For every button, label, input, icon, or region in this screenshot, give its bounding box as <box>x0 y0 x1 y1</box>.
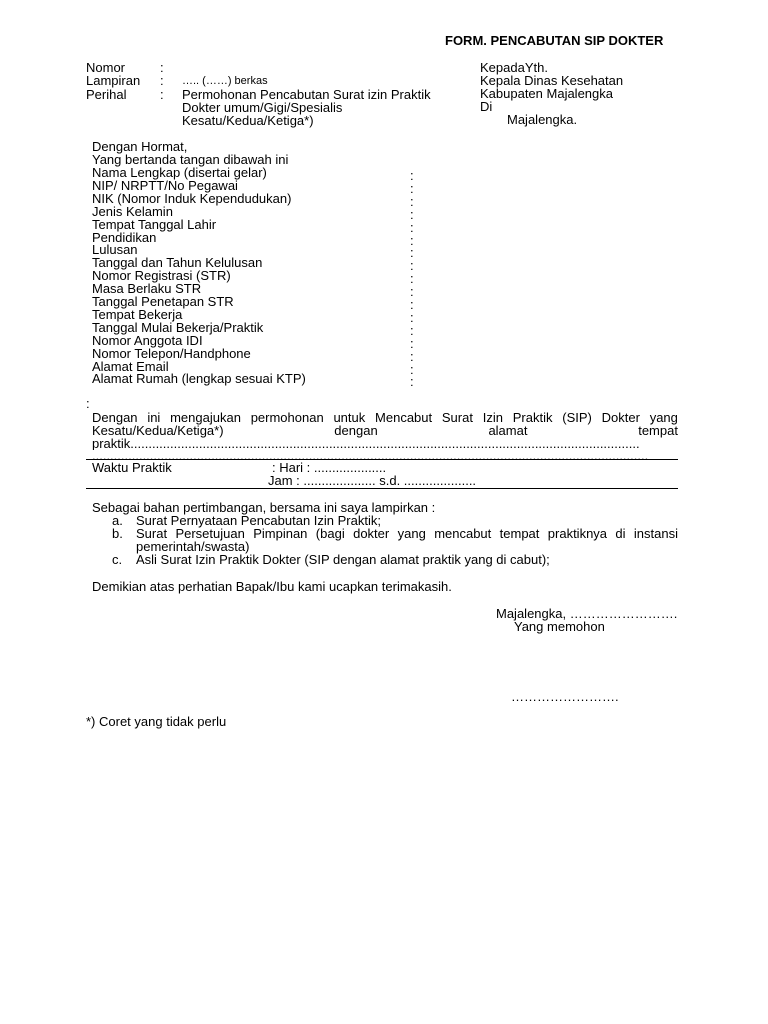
field-label: Tanggal dan Tahun Kelulusan <box>92 255 263 270</box>
closing-text: Demikian atas perhatian Bapak/Ibu kami ucapkan terimakasih. <box>92 579 452 594</box>
request-word: Mencabut <box>375 410 433 425</box>
jam-field: Jam : .................... s.d. .................... <box>268 473 477 488</box>
field-label: Nomor Anggota IDI <box>92 333 203 348</box>
signature-name-dots: ……………………. <box>511 689 619 704</box>
divider-line <box>86 488 678 489</box>
field-label: Lulusan <box>92 242 138 257</box>
field-colon: : <box>410 271 414 286</box>
lampiran-value: ….. (……) berkas <box>182 75 268 87</box>
footnote: *) Coret yang tidak perlu <box>86 714 227 729</box>
attachments-intro: Sebagai bahan pertimbangan, bersama ini saya lampirkan : <box>92 500 436 515</box>
request-word: alamat <box>488 423 528 438</box>
attachment-word: di <box>615 526 626 541</box>
request-word: Kesatu/Kedua/Ketiga*) <box>92 423 224 438</box>
place-date: Majalengka, ……………………. <box>496 606 678 621</box>
request-word: dengan <box>334 423 378 438</box>
field-label: Alamat Email <box>92 359 169 374</box>
field-label: Tempat Tanggal Lahir <box>92 217 217 232</box>
field-colon: : <box>410 297 414 312</box>
attachment-letter: b. <box>112 526 123 541</box>
field-label: Alamat Rumah (lengkap sesuai KTP) <box>92 371 306 386</box>
request-word: Praktik <box>512 410 553 425</box>
stray-colon: : <box>86 396 90 411</box>
attachment-text: pemerintah/swasta) <box>136 539 250 554</box>
perihal-colon: : <box>160 87 164 102</box>
request-line <box>92 424 678 437</box>
field-colon: : <box>410 323 414 338</box>
request-word: ini <box>147 410 161 425</box>
attachment-word: instansi <box>633 526 678 541</box>
intro-text: Yang bertanda tangan dibawah ini <box>92 152 289 167</box>
field-colon: : <box>410 220 414 235</box>
applicant-label: Yang memohon <box>514 619 605 634</box>
attachment-letter: a. <box>112 513 123 528</box>
request-word: untuk <box>333 410 366 425</box>
field-colon: : <box>410 207 414 222</box>
greeting: Dengan Hormat, <box>92 139 188 154</box>
perihal-line: Dokter umum/Gigi/Spesialis <box>182 100 343 115</box>
attachment-text: Surat Pernyataan Pencabutan Izin Praktik; <box>136 513 381 528</box>
request-word: (SIP) <box>562 410 592 425</box>
attachment-letter: c. <box>112 552 123 567</box>
nomor-label: Nomor <box>86 60 126 75</box>
field-colon: : <box>410 349 414 364</box>
request-word: Surat <box>441 410 473 425</box>
request-word: Dokter <box>601 410 640 425</box>
recipient-line: KepadaYth. <box>480 60 548 75</box>
request-word: mengajukan <box>170 410 241 425</box>
field-label: Nomor Telepon/Handphone <box>92 346 251 361</box>
waktu-label: Waktu Praktik <box>92 460 172 475</box>
field-label: Pendidikan <box>92 230 157 245</box>
field-label: Tempat Bekerja <box>92 307 183 322</box>
request-word: yang <box>649 410 678 425</box>
attachment-word: (bagi <box>315 526 345 541</box>
field-label: Tanggal Penetapan STR <box>92 294 234 309</box>
lampiran-colon: : <box>160 73 164 88</box>
field-colon: : <box>410 284 414 299</box>
recipient-line: Kepala Dinas Kesehatan <box>480 73 624 88</box>
nomor-colon: : <box>160 60 164 75</box>
field-label: Nomor Registrasi (STR) <box>92 268 231 283</box>
request-word: permohonan <box>250 410 324 425</box>
recipient-line: Majalengka. <box>507 112 578 127</box>
field-colon: : <box>410 181 414 196</box>
perihal-line: Kesatu/Kedua/Ketiga*) <box>182 113 314 128</box>
perihal-label: Perihal <box>86 87 127 102</box>
recipient-line: Kabupaten Majalengka <box>480 86 613 101</box>
request-word: Dengan <box>92 410 138 425</box>
attachment-word: praktiknya <box>547 526 608 541</box>
praktik-address-line: praktik............................................................................................................................................. <box>92 437 640 450</box>
recipient-line: Di <box>480 99 493 114</box>
request-word: Izin <box>482 410 503 425</box>
attachment-text: Asli Surat Izin Praktik Dokter (SIP dengan alamat praktik yang di cabut); <box>136 552 550 567</box>
field-colon: : <box>410 245 414 260</box>
attachment-word: tempat <box>499 526 540 541</box>
field-colon: : <box>410 310 414 325</box>
field-colon: : <box>410 374 414 389</box>
lampiran-label: Lampiran <box>86 73 141 88</box>
field-colon: : <box>410 168 414 183</box>
perihal-line: Permohonan Pencabutan Surat izin Praktik <box>182 87 431 102</box>
field-label: Nama Lengkap (disertai gelar) <box>92 165 267 180</box>
request-word: tempat <box>638 423 678 438</box>
field-colon: : <box>410 233 414 248</box>
form-title: FORM. PENCABUTAN SIP DOKTER <box>445 33 664 48</box>
field-colon: : <box>410 258 414 273</box>
attachment-word: Pimpinan <box>253 526 308 541</box>
field-colon: : <box>410 362 414 377</box>
attachment-word: dokter <box>353 526 390 541</box>
field-label: Jenis Kelamin <box>92 204 173 219</box>
field-label: Masa Berlaku STR <box>92 281 202 296</box>
field-label: NIP/ NRPTT/No Pegawai <box>92 178 238 193</box>
field-colon: : <box>410 336 414 351</box>
attachment-word: Surat <box>136 526 168 541</box>
field-label: Tanggal Mulai Bekerja/Praktik <box>92 320 264 335</box>
hari-field: : Hari : .................... <box>272 460 387 475</box>
field-label: NIK (Nomor Induk Kependudukan) <box>92 191 292 206</box>
field-colon: : <box>410 194 414 209</box>
attachment-word: Persetujuan <box>175 526 245 541</box>
attachment-word: yang <box>397 526 426 541</box>
attachment-word: mencabut <box>434 526 492 541</box>
praktik-address-dots: .......................................................................................................................................................... <box>92 449 649 462</box>
